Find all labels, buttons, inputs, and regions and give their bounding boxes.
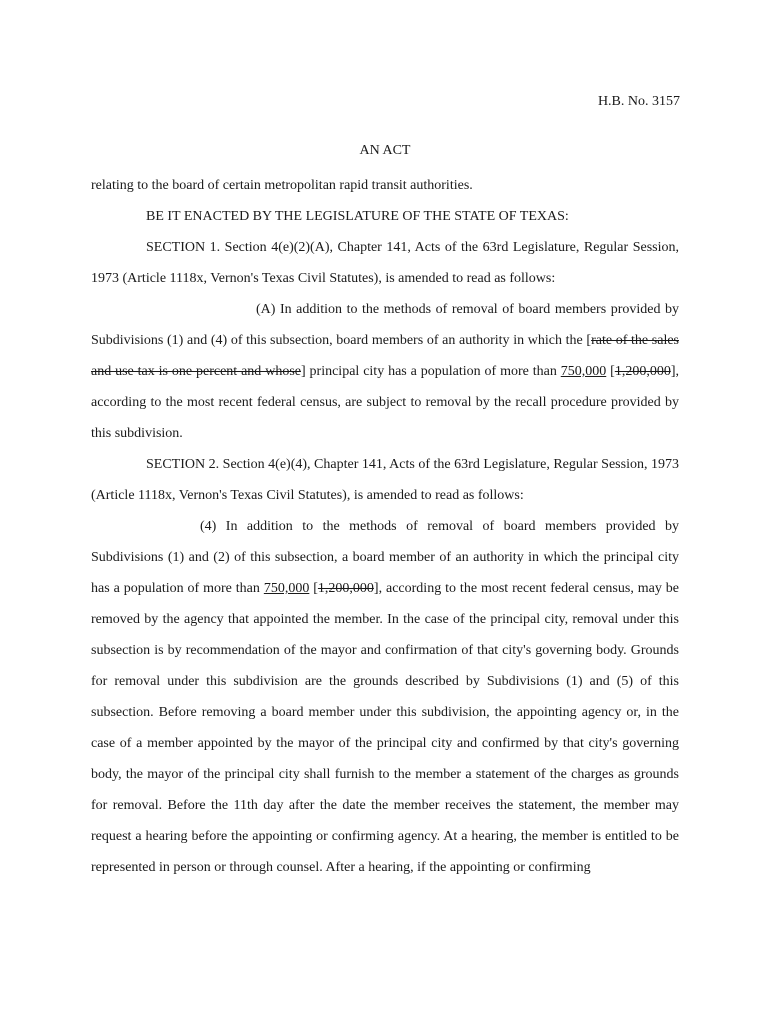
deleted-text: 1,200,000	[317, 581, 374, 596]
text-segment: ], according to the most recent federal census, are subject to removal by the recall procedure provided by this subdivision.	[91, 364, 679, 441]
section-1-intro: SECTION 1. Section 4(e)(2)(A), Chapter 141, Acts of the 63rd Legislature, Regular Session, 1973 (Article 1118x, Vernon's Texas Civil Statutes), is amended to read as follows:	[91, 240, 679, 286]
section-1-subdivision-a	[91, 294, 679, 449]
inserted-text: 750,000	[560, 364, 607, 379]
deleted-text: 1,200,000	[614, 364, 671, 379]
bill-body	[91, 170, 679, 883]
text-segment: ] principal city has a population of more than	[300, 364, 561, 379]
text-segment: [	[309, 581, 318, 596]
act-title: AN ACT	[359, 143, 411, 158]
text-segment: (4) In addition to the methods of removal of board members provided by Subdivisions (1) and (2) of this subsection, a board member of an authority in which the principal city has a population of more than	[91, 519, 679, 596]
text-segment: ], according to the most recent federal census, may be removed by the agency that appointed the member. In the case of the principal city, removal under this subsection is by recommendation of the mayor and confirmation of that city's governing body. Grounds for removal under this subdivision are the grounds described by Subdivisions (1) and (5) of this subsection. Before removing a board member under this subdivision, the appointing agency or, in the case of a member appointed by the mayor of the principal city and confirmed by that city's governing body, the mayor of the principal city shall furnish to the member a statement of the charges as grounds for removal. Before the 11th day after the date the member receives the statement, the member may request a hearing before the appointing or confirming agency. At a hearing, the member is entitled to be represented in person or through counsel. After a hearing, if the appointing or confirming	[91, 581, 679, 875]
bill-number: H.B. No. 3157	[597, 94, 680, 109]
deleted-text: rate of the sales and use tax is one percent and whose	[91, 333, 679, 379]
text-segment: [	[606, 364, 615, 379]
section-2-subdivision-4	[91, 511, 679, 883]
text-segment: (A) In addition to the methods of removal of board members provided by Subdivisions (1) and (4) of this subsection, board members of an authority in which the [	[91, 302, 679, 348]
inserted-text: 750,000	[263, 581, 310, 596]
caption: relating to the board of certain metropolitan rapid transit authorities.	[91, 178, 473, 193]
enacting-clause: BE IT ENACTED BY THE LEGISLATURE OF THE STATE OF TEXAS:	[146, 209, 569, 224]
section-2-intro: SECTION 2. Section 4(e)(4), Chapter 141, Acts of the 63rd Legislature, Regular Session, 1973 (Article 1118x, Vernon's Texas Civil Statutes), is amended to read as follows:	[91, 457, 679, 503]
